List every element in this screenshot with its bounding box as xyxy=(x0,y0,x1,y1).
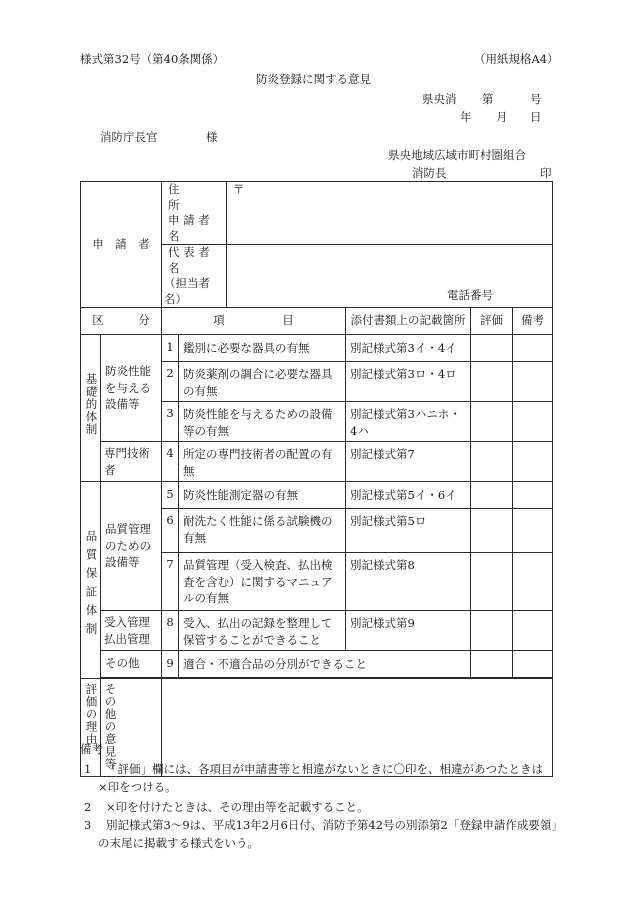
representative-field[interactable] xyxy=(227,245,553,308)
subcat-ukeire: 受入管理払出管理 xyxy=(101,611,162,651)
doc-number-go: 号 xyxy=(530,92,542,106)
address-label: 住 所 xyxy=(168,182,214,212)
subcat-hinshitsu-setsubi xyxy=(101,482,162,611)
notes-heading: 備考 xyxy=(80,742,103,756)
addressee: 消防庁長官 xyxy=(100,130,158,144)
doc-number-dai: 第 xyxy=(482,92,494,106)
doc-number-prefix: 県央消 xyxy=(422,92,457,106)
note-2-number: 2 xyxy=(84,800,92,814)
note-3-number: 3 xyxy=(84,818,92,832)
item-8-text: 受入、払出の記録を整理して保管することができること xyxy=(179,611,346,651)
col-header-remarks: 備考 xyxy=(513,308,553,335)
note-3 xyxy=(84,816,563,834)
item-9-remarks[interactable] xyxy=(513,651,553,678)
item-6-text: 耐洗たく性能に係る試験機の有無 xyxy=(179,509,346,553)
item-7-number: 7 xyxy=(162,553,179,611)
item-9-number: 9 xyxy=(162,651,179,678)
seal-mark: 印 xyxy=(540,166,552,180)
item-7-rating[interactable] xyxy=(471,553,513,611)
item-8-rating[interactable] xyxy=(471,611,513,651)
item-4-location: 別記様式第7 xyxy=(346,442,471,482)
item-3-rating[interactable] xyxy=(471,402,513,442)
group-kiso-label: 基礎的体制 xyxy=(84,373,99,436)
note-3-line1: 別記様式第3～9は、平成13年2月6日付、消防予第42号の別添第2「登録申請作成要領」 xyxy=(106,818,563,832)
item-6-remarks[interactable] xyxy=(513,509,553,553)
subcat-senmon: 専門技術者 xyxy=(101,442,162,482)
subcat-bouen-setsubi-label: 防炎性能を与える設備等 xyxy=(105,364,151,412)
item-2-text: 防炎薬剤の調合に必要な器具の有無 xyxy=(179,362,346,402)
item-3-remarks[interactable] xyxy=(513,402,553,442)
note-2-line1: ×印を付けたときは、その理由等を記載すること。 xyxy=(106,800,369,814)
item-5-location: 別記様式第5イ・6イ xyxy=(346,482,471,509)
form-number: 様式第32号（第40条関係） xyxy=(80,52,225,66)
organization-name: 県央地域広域市町村圏組合 xyxy=(388,148,526,162)
reason-sub-label: その他の意見等 xyxy=(103,683,118,771)
item-1-text: 鑑別に必要な器具の有無 xyxy=(179,335,346,362)
item-5-number: 5 xyxy=(162,482,179,509)
subcat-hinshitsu-setsubi-label: 品質管理のための設備等 xyxy=(105,522,151,570)
document-title: 防炎登録に関する意見 xyxy=(256,72,371,86)
addressee-honorific: 様 xyxy=(206,130,218,144)
date-month: 月 xyxy=(496,110,508,124)
item-6-number: 6 xyxy=(162,509,179,553)
item-4-number: 4 xyxy=(162,442,179,482)
item-6-location: 別記様式第5ロ xyxy=(346,509,471,553)
item-3-location: 別記様式第3ハニホ・4ハ xyxy=(346,402,471,442)
date-year: 年 xyxy=(460,110,472,124)
item-8-location: 別記様式第9 xyxy=(346,611,471,651)
item-8-remarks[interactable] xyxy=(513,611,553,651)
postal-mark: 〒 xyxy=(233,182,245,196)
note-2 xyxy=(84,798,369,816)
item-2-location: 別記様式第3ロ・4ロ xyxy=(346,362,471,402)
item-2-remarks[interactable] xyxy=(513,362,553,402)
item-7-location: 別記様式第8 xyxy=(346,553,471,611)
col-header-location: 添付書類上の記載箇所 xyxy=(346,308,471,335)
rep-name-label: 代 表 者 名 xyxy=(168,245,210,275)
chief-title: 消防長 xyxy=(412,166,447,180)
note-1 xyxy=(84,760,543,778)
note-1-line1: 「評価」欄には、各項目が申請書等と相違がないときに〇印を、相違があつたときは xyxy=(106,762,543,776)
item-6-rating[interactable] xyxy=(471,509,513,553)
item-3-text: 防炎性能を与えるための設備等の有無 xyxy=(179,402,346,442)
item-5-rating[interactable] xyxy=(471,482,513,509)
col-header-item: 項 目 xyxy=(162,308,346,335)
item-1-rating[interactable] xyxy=(471,335,513,362)
note-1-number: 1 xyxy=(84,762,92,776)
note-3-line2: の末尾に掲載する様式をいう。 xyxy=(98,836,259,850)
item-3-number: 3 xyxy=(162,402,179,442)
applicant-name-label: 申 請 者 名 xyxy=(168,213,210,243)
rep-contact-label: （担当者名） xyxy=(164,276,210,306)
applicant-address-name-label xyxy=(162,182,227,245)
item-9-text: 適合・不適合品の分別ができること xyxy=(179,651,471,678)
group-hinshitsu-label: 品質保証体制 xyxy=(84,530,99,642)
item-4-rating[interactable] xyxy=(471,442,513,482)
representative-label xyxy=(162,245,227,308)
item-1-number: 1 xyxy=(162,335,179,362)
item-5-text: 防炎性能測定器の有無 xyxy=(179,482,346,509)
item-2-rating[interactable] xyxy=(471,362,513,402)
reason-label: 評価の理由 xyxy=(84,683,99,746)
phone-label: 電話番号 xyxy=(447,287,493,302)
opinion-form-table xyxy=(80,181,553,777)
item-1-remarks[interactable] xyxy=(513,335,553,362)
note-1-line2: ×印をつける。 xyxy=(98,780,177,794)
date-day: 日 xyxy=(530,110,542,124)
subcat-bouen-setsubi xyxy=(101,335,162,442)
item-5-remarks[interactable] xyxy=(513,482,553,509)
group-kiso xyxy=(81,335,101,482)
subcat-sonota: その他 xyxy=(101,651,162,678)
item-4-remarks[interactable] xyxy=(513,442,553,482)
item-8-number: 8 xyxy=(162,611,179,651)
group-hinshitsu xyxy=(81,482,101,679)
item-4-text: 所定の専門技術者の配置の有無 xyxy=(179,442,346,482)
col-header-rating: 評価 xyxy=(471,308,513,335)
item-2-number: 2 xyxy=(162,362,179,402)
paper-size: （用紙規格A4） xyxy=(474,52,559,66)
item-1-location: 別記様式第3イ・4イ xyxy=(346,335,471,362)
col-header-category: 区 分 xyxy=(81,308,162,335)
applicant-address-field[interactable] xyxy=(227,182,553,245)
item-7-remarks[interactable] xyxy=(513,553,553,611)
applicant-section-label: 申 請 者 xyxy=(81,182,162,308)
item-9-rating[interactable] xyxy=(471,651,513,678)
item-7-text: 品質管理（受入検査、払出検査を含む）に関するマニュアルの有無 xyxy=(179,553,346,611)
